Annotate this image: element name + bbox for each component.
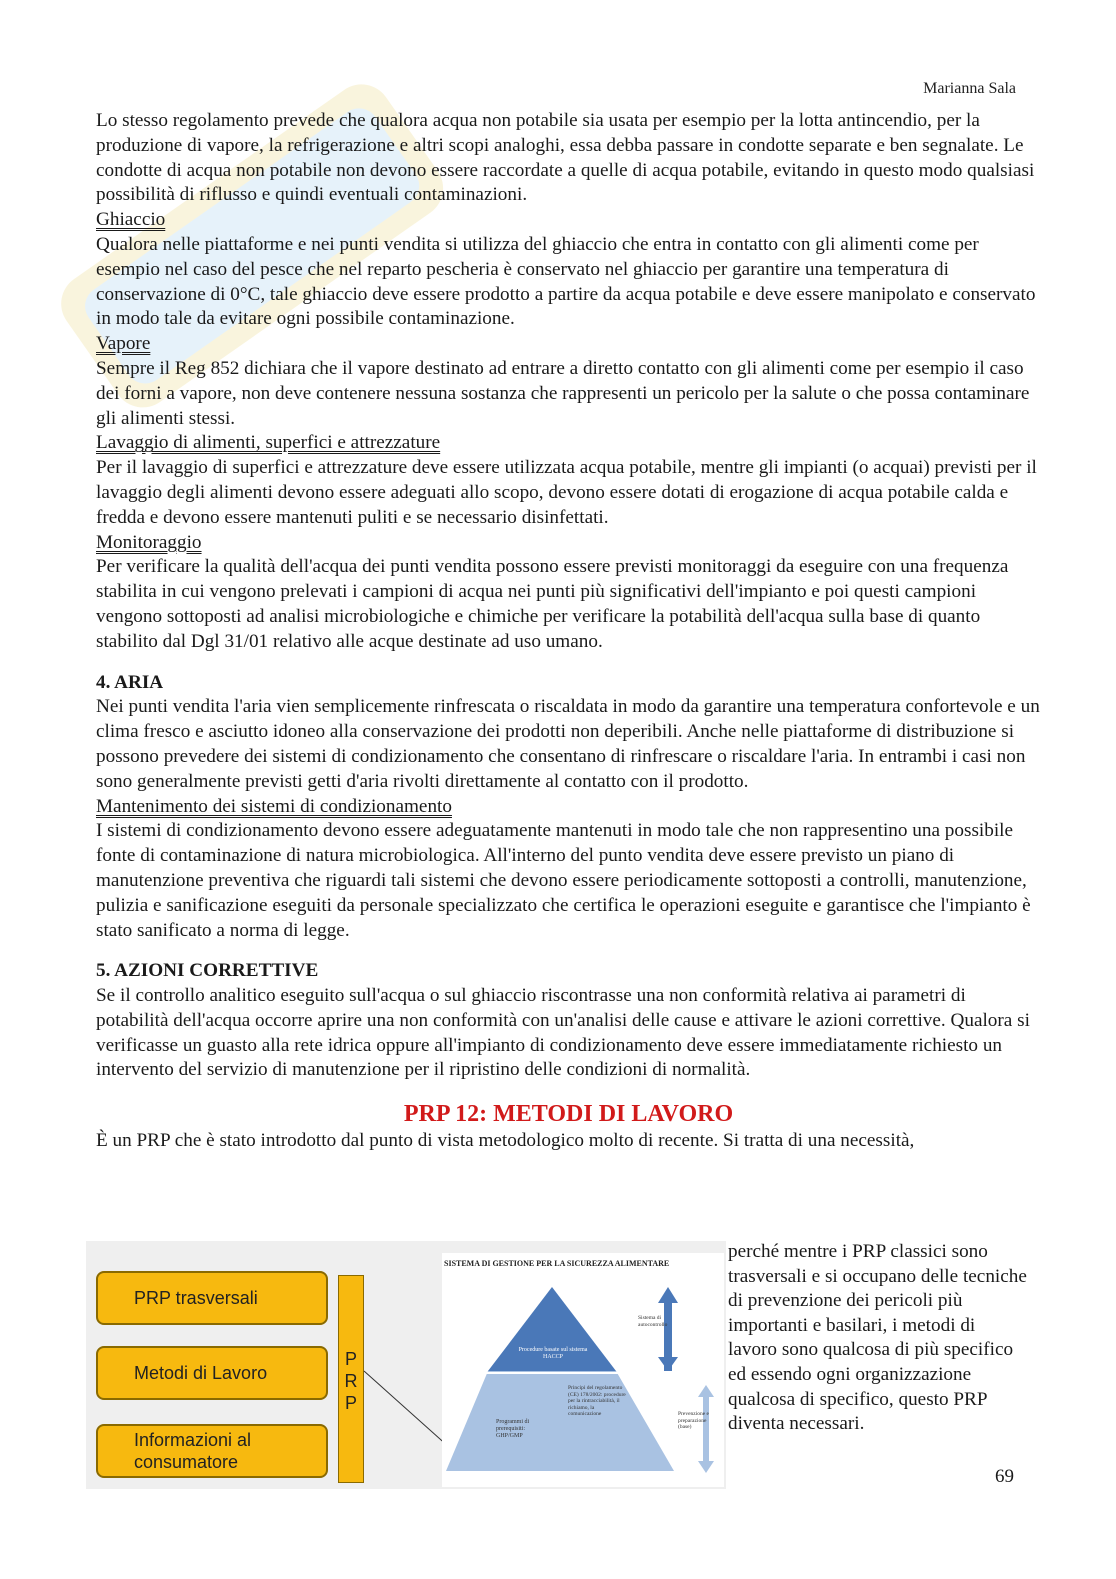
subheading-lavaggio: Lavaggio di alimenti, superfici e attrezzature [96,432,441,454]
paragraph-azioni: Se il controllo analitico eseguito sull'acqua o sul ghiaccio riscontrasse una non conformità relativa ai parametri di potabilità dell'acqua occorre aprire una non conformità con un'analisi delle cause e attivare le azioni correttive. Qualora si verificasse un guasto alla rete idrica oppure all'impianto di condizionamento deve essere immediatamente richiesto un intervento del servizio di manutenzione per il ripristino delle condizioni di normalità. [96,985,1030,1081]
box-metodi-di-lavoro: Metodi di Lavoro [96,1346,328,1400]
box-prp-trasversali: PRP trasversali [96,1271,328,1325]
pyramid-title: SISTEMA DI GESTIONE PER LA SICUREZZA ALIMENTARE [444,1259,670,1268]
paragraph-monitoraggio: Per verificare la qualità dell'acqua dei punti vendita possono essere previsti monitoraggi da eseguire con una frequenza stabilita in cui vengono prelevati i campioni di acqua nei punti più significativi dell'impianto e poi questi campioni vengono sottoposti ad analisi microbiologiche e chimiche per verificare la potabilità dell'acqua sulla base di quanto stabilito dal Dgl 31/01 relativo alle acque destinate ad uso umano. [96,556,1009,652]
pyramid-left-label: Programmi di prerequisiti: GHP/GMP [496,1419,530,1439]
prp-diagram-figure [86,1241,726,1489]
section-heading-aria: 4. ARIA [96,671,164,693]
subheading-monitoraggio: Monitoraggio [96,531,202,553]
paragraph-mantenimento: I sistemi di condizionamento devono essere adeguatamente mantenuti in modo tale che non rappresentino una possibile fonte di contaminazione di natura microbiologica. All'interno del punto vendita deve essere previsto un piano di manutenzione preventiva che riguardi tali sistemi che devono essere periodicamente sottoposti a controlli, manutenzione, pulizia e sanificazione eseguiti da personale specializzato che certifica le operazioni eseguite e garantisce che l'impianto è stato sanificato a norma di legge. [96,820,1031,941]
paragraph-lavaggio: Per il lavaggio di superfici e attrezzature deve essere utilizzata acqua potabile, mentre gli impianti (o acquai) previsti per il lavaggio degli alimenti devono essere adeguati allo scopo, devono essere dotati di erogazione di acqua potabile calda e fredda e devono essere mantenuti puliti e se necessario disinfettati. [96,457,1037,528]
food-safety-pyramid [442,1253,724,1487]
pyramid-triangle-icon [442,1253,724,1487]
paragraph-vapore: Sempre il Reg 852 dichiara che il vapore destinato ad entrare a diretto contatto con gli alimenti come per esempio il caso dei forni a vapore, non deve contenere nessuna sostanza che rappresenti un pericolo per la salute o che possa contaminare gli alimenti stessi. [96,357,1030,429]
pyramid-top-label: Procedure basate sul sistema HACCP [518,1347,588,1360]
author-header: Marianna Sala [923,80,1016,97]
subheading-vapore: Vapore [96,333,151,355]
bar-letter-p2: P [344,1393,357,1413]
subheading-ghiaccio: Ghiaccio [96,209,166,231]
prp-section-title: PRP 12: METODI DI LAVORO [403,1101,734,1128]
paragraph-prp-side: perché mentre i PRP classici sono trasversali e si occupano delle tecniche di prevenzione dei pericoli più importanti e basilari, i metodi di lavoro sono qualcosa di più specifico ed essendo ogni organizzazione qualcosa di specifico, questo PRP diventa necessari. [728,1241,1027,1435]
paragraph-prp-intro: È un PRP che è stato introdotto dal punto di vista metodologico molto di recente. Si tratta di una necessità, [96,1130,915,1152]
main-text [96,109,1041,1154]
arrow-top-label: Sistema di autocontrollo [638,1315,668,1328]
paragraph-aria: Nei punti vendita l'aria vien semplicemente rinfrescata o riscaldata in modo da garantire una temperatura confortevole e un clima fresco e asciutto idoneo alla conservazione dei prodotti non deperibili. Anche nelle piattaforme di distribuzione si possono prevedere dei sistemi di condizionamento che consentano di rinfrescare o riscaldare l'aria. In entrambi i casi non sono generalmente previsti getti d'aria rivolti direttamente al contatto con il prodotto. [96,696,1040,792]
arrow-bottom-label: Prevenzione e preparazione (base) [678,1411,709,1430]
page-number: 69 [995,1466,1014,1487]
section-heading-azioni: 5. AZIONI CORRETTIVE [96,960,319,982]
paragraph-ghiaccio: Qualora nelle piattaforme e nei punti vendita si utilizza del ghiaccio che entra in contatto con gli alimenti come per esempio nel caso del pesce che nel reparto pescheria è conservato nel ghiaccio per garantire una temperatura di conservazione di 0°C, tale ghiaccio deve essere prodotto a partire da acqua potabile e deve essere manipolato e conservato in modo tale da evitare ogni possibile contaminazione. [96,233,1036,330]
bar-letter-p1: P [344,1349,357,1369]
box-informazioni-consumatore: Informazioni al consumatore [96,1424,328,1478]
pyramid-mid-label: Principi del regolamento (CE) 178/2002: procedure per la rintracciabilità, il richiamo, la comunicazione [568,1385,626,1417]
bar-letter-r: R [344,1371,358,1391]
paragraph-nonpotable-water: Lo stesso regolamento prevede che qualora acqua non potabile sia usata per esempio per la lotta antincendio, per la produzione di vapore, la refrigerazione e altri scopi analoghi, essa debba passare in condotte separate e ben segnalate. Le condotte di acqua non potabile non devono essere raccordate a quelle di acqua potabile, evitando in questo modo qualsiasi possibilità di riflusso e quindi eventuali contaminazioni. [96,110,1035,206]
subheading-mantenimento: Mantenimento dei sistemi di condizionamento [96,795,452,817]
